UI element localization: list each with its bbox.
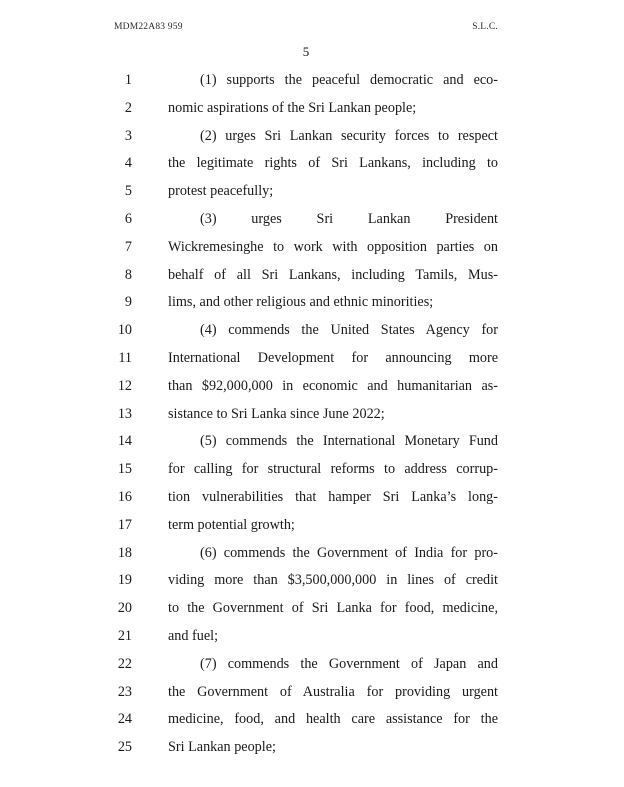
- bill-line: [0, 484, 624, 512]
- line-text: Wickremesinghe to work with opposition parties on: [168, 238, 498, 255]
- line-number: 23: [117, 683, 132, 700]
- line-number: 3: [124, 127, 132, 144]
- line-text: for calling for structural reforms to address corrup-: [168, 461, 498, 478]
- line-text: (3) urges Sri Lankan President: [200, 210, 498, 227]
- line-text: nomic aspirations of the Sri Lankan people;: [168, 99, 417, 116]
- line-text: (1) supports the peaceful democratic and eco-: [200, 72, 498, 88]
- line-number: 25: [117, 739, 132, 756]
- bill-line: [0, 262, 624, 290]
- line-text: protest peacefully;: [168, 183, 274, 200]
- line-text: lims, and other religious and ethnic minorities;: [168, 294, 434, 311]
- line-number: 18: [117, 544, 132, 561]
- page-number-text: 5: [302, 44, 310, 59]
- bill-line: [0, 234, 624, 262]
- line-number: 8: [124, 266, 132, 283]
- bill-line: [0, 456, 624, 484]
- bill-line: [0, 679, 624, 707]
- bill-line: [0, 595, 624, 623]
- line-text: and fuel;: [168, 627, 219, 644]
- bill-line: [0, 289, 624, 317]
- line-text: (4) commends the United States Agency for: [200, 322, 498, 339]
- line-number: 11: [118, 349, 132, 366]
- line-text: sistance to Sri Lanka since June 2022;: [168, 405, 385, 422]
- bill-line: [0, 67, 624, 95]
- line-number: 7: [124, 238, 132, 255]
- line-text: the Government of Australia for providing urgent: [168, 683, 498, 700]
- line-text: behalf of all Sri Lankans, including Tamils, Mus-: [168, 266, 498, 283]
- line-text: the legitimate rights of Sri Lankans, including to: [168, 155, 498, 172]
- line-number: 2: [124, 99, 132, 116]
- page-number: [0, 44, 624, 60]
- line-text: to the Government of Sri Lanka for food, medicine,: [168, 600, 498, 617]
- line-number: 6: [124, 210, 132, 227]
- line-text: Sri Lankan people;: [168, 739, 276, 756]
- bill-line: [0, 623, 624, 651]
- bill-line: [0, 345, 624, 373]
- line-number: 22: [117, 655, 132, 672]
- line-number: 20: [117, 600, 132, 617]
- bill-line: [0, 373, 624, 401]
- bill-line: [0, 734, 624, 762]
- line-text: (6) commends the Government of India for pro-: [200, 544, 498, 561]
- line-text: medicine, food, and health care assistance for the: [168, 711, 498, 728]
- line-number: 10: [117, 322, 132, 339]
- line-text: tion vulnerabilities that hamper Sri Lanka’s long-: [168, 488, 498, 505]
- bill-line: [0, 651, 624, 679]
- line-text: term potential growth;: [168, 516, 295, 533]
- bill-line: [0, 317, 624, 345]
- line-text: (7) commends the Government of Japan and: [200, 655, 498, 672]
- document-id: MDM22A83 959: [114, 22, 183, 32]
- bill-line: [0, 123, 624, 151]
- line-text: viding more than $3,500,000,000 in lines of credit: [168, 572, 498, 589]
- line-number: 15: [117, 461, 132, 478]
- line-number: 9: [124, 294, 132, 311]
- line-number: 21: [117, 627, 132, 644]
- bill-line: [0, 706, 624, 734]
- line-number: 1: [124, 72, 132, 88]
- bill-line: [0, 178, 624, 206]
- bill-line: [0, 512, 624, 540]
- bill-text-body: [0, 67, 624, 762]
- bill-line: [0, 401, 624, 429]
- line-text: than $92,000,000 in economic and humanitarian as-: [168, 377, 498, 394]
- line-number: 16: [117, 488, 132, 505]
- bill-line: [0, 95, 624, 123]
- bill-line: [0, 150, 624, 178]
- line-text: (2) urges Sri Lankan security forces to respect: [200, 127, 498, 144]
- line-text: International Development for announcing more: [168, 349, 498, 366]
- bill-line: [0, 567, 624, 595]
- line-number: 4: [124, 155, 132, 172]
- line-number: 13: [117, 405, 132, 422]
- line-number: 24: [117, 711, 132, 728]
- bill-line: [0, 540, 624, 568]
- bill-line: [0, 428, 624, 456]
- line-number: 12: [117, 377, 132, 394]
- line-number: 17: [117, 516, 132, 533]
- bill-line: [0, 206, 624, 234]
- line-number: 14: [117, 433, 132, 450]
- line-text: (5) commends the International Monetary Fund: [200, 433, 498, 450]
- line-number: 5: [124, 183, 132, 200]
- office-code: S.L.C.: [472, 22, 498, 32]
- line-number: 19: [117, 572, 132, 589]
